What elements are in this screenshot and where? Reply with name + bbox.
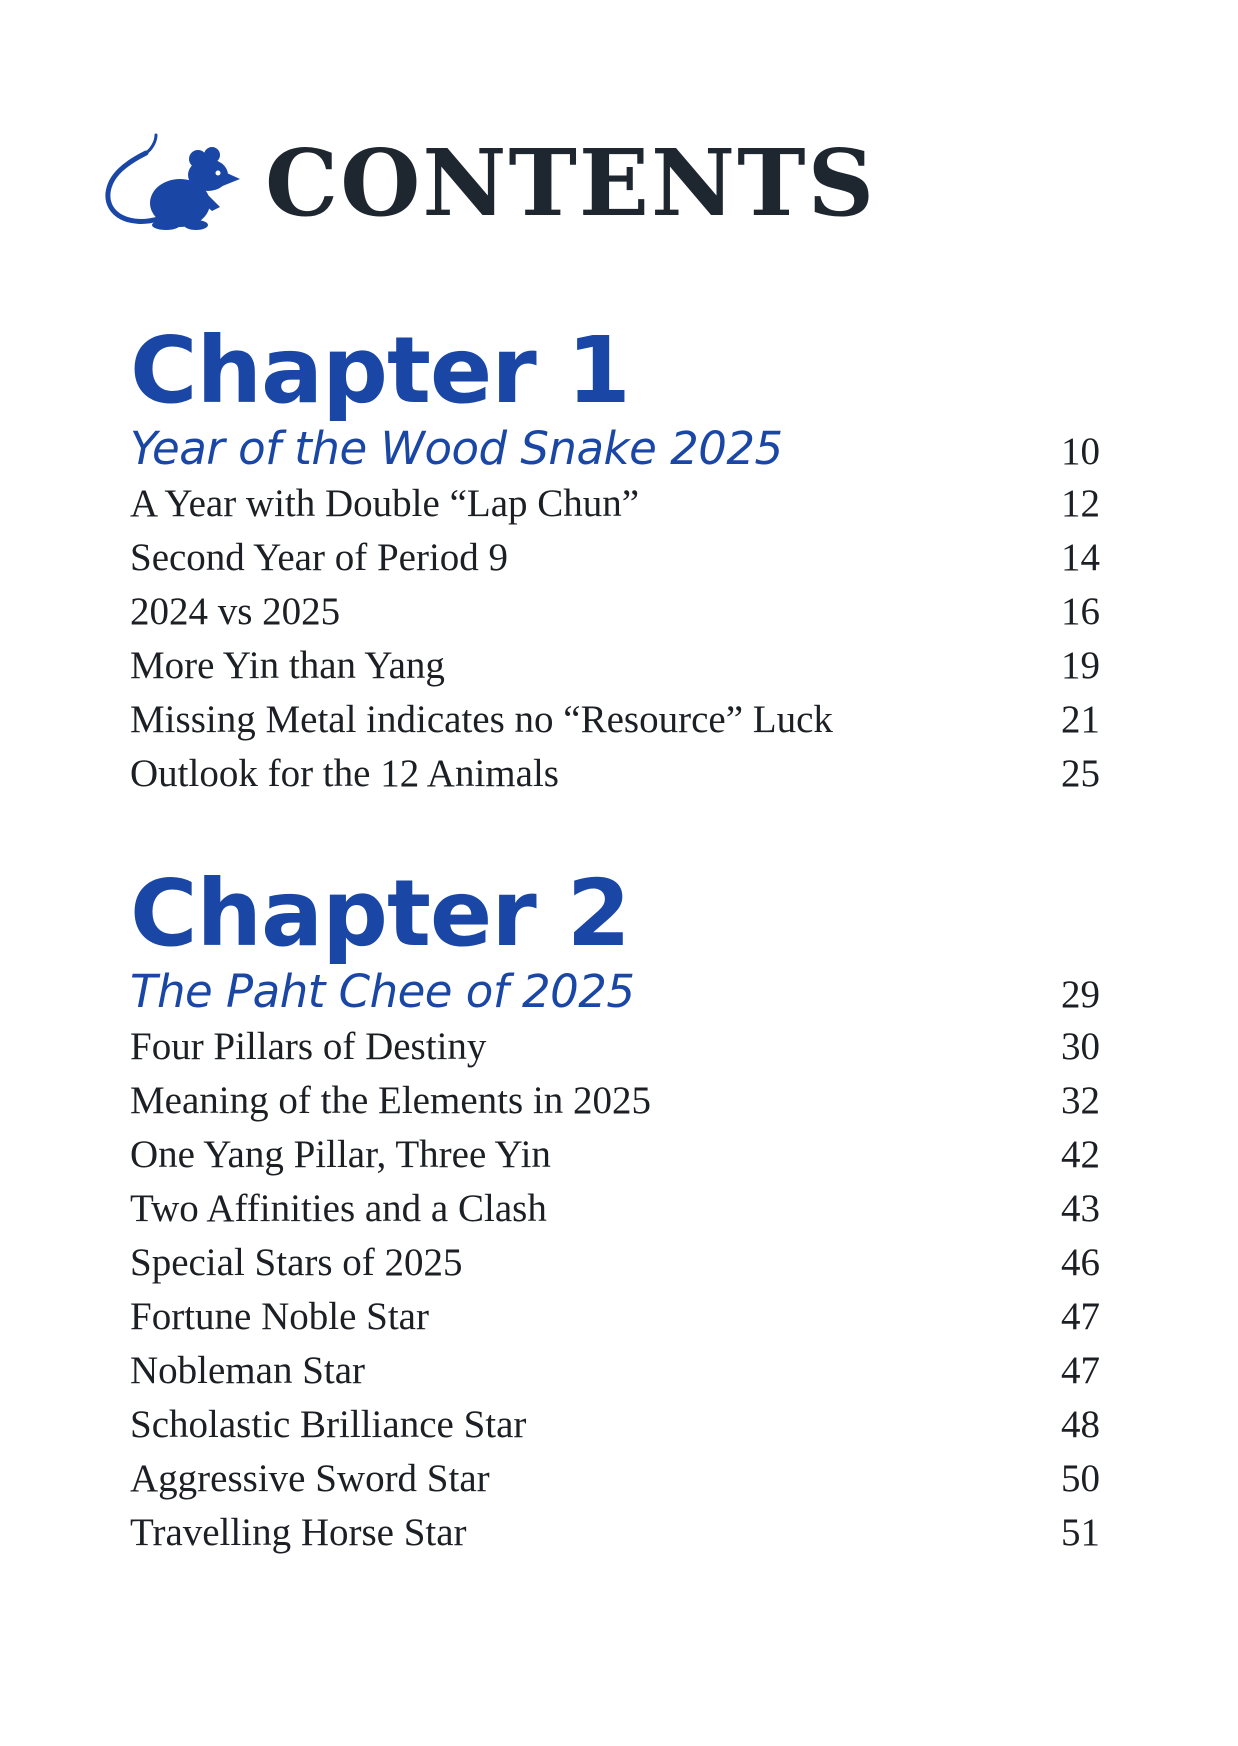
page-number: 51 [1061,1511,1100,1554]
toc-entry[interactable] [130,1128,1100,1182]
toc-entry[interactable] [130,1344,1100,1398]
page-number: 29 [1061,973,1100,1016]
toc-entry[interactable] [130,1398,1100,1452]
chapter-subtitle-row[interactable] [130,421,1100,477]
page-number: 19 [1061,644,1100,687]
chapter-heading: Chapter 1 [130,317,630,424]
contents-header [100,118,876,248]
chapter-1-section [130,317,1100,801]
page-number: 48 [1061,1403,1100,1446]
toc-entry[interactable] [130,477,1100,531]
toc-entry[interactable] [130,1182,1100,1236]
page-number: 21 [1061,698,1100,741]
toc-entry[interactable] [130,1020,1100,1074]
toc-entry[interactable] [130,585,1100,639]
chapter-subtitle: The Paht Chee of 2025 [130,965,635,1018]
chapter-subtitle-row[interactable] [130,964,1100,1020]
page-number: 25 [1061,752,1100,795]
chapter-subtitle: Year of the Wood Snake 2025 [130,422,783,475]
toc-entry[interactable] [130,1290,1100,1344]
toc-entry-title: Second Year of Period 9 [130,536,509,579]
toc-entry-title: Outlook for the 12 Animals [130,752,559,795]
toc-entry-title: Fortune Noble Star [130,1295,429,1338]
toc-entry-title: Missing Metal indicates no “Resource” Luck [130,698,833,741]
toc-entry-title: Aggressive Sword Star [130,1457,490,1500]
page-title: CONTENTS [265,129,877,237]
toc-entry-title: Four Pillars of Destiny [130,1025,487,1068]
toc-entry-title: Special Stars of 2025 [130,1241,463,1284]
toc-entry-title: 2024 vs 2025 [130,590,341,633]
page-number: 32 [1061,1079,1100,1122]
toc-entry[interactable] [130,1452,1100,1506]
toc-entry-title: One Yang Pillar, Three Yin [130,1133,551,1176]
toc-entry-title: Travelling Horse Star [130,1511,467,1554]
page-number: 10 [1061,430,1100,473]
toc-entry[interactable] [130,1074,1100,1128]
toc-entry[interactable] [130,1236,1100,1290]
page-number: 42 [1061,1133,1100,1176]
toc-entry[interactable] [130,747,1100,801]
page-number: 46 [1061,1241,1100,1284]
toc-entry[interactable] [130,639,1100,693]
toc-entry-title: Scholastic Brilliance Star [130,1403,527,1446]
toc-entry-title: Meaning of the Elements in 2025 [130,1079,651,1122]
page-number: 16 [1061,590,1100,633]
page-number: 14 [1061,536,1100,579]
chapter-heading: Chapter 2 [130,860,630,967]
toc-entry-title: Two Affinities and a Clash [130,1187,547,1230]
page-number: 50 [1061,1457,1100,1500]
toc-entry-title: Nobleman Star [130,1349,366,1392]
page-number: 43 [1061,1187,1100,1230]
toc-entry-title: More Yin than Yang [130,644,445,687]
page-number: 30 [1061,1025,1100,1068]
toc-entry[interactable] [130,693,1100,747]
page-number: 47 [1061,1349,1100,1392]
chapter-2-section [130,860,1100,1560]
rat-icon [100,123,245,243]
toc-entry-title: A Year with Double “Lap Chun” [130,482,640,525]
page-number: 12 [1061,482,1100,525]
toc-entry[interactable] [130,531,1100,585]
page-number: 47 [1061,1295,1100,1338]
toc-entry[interactable] [130,1506,1100,1560]
